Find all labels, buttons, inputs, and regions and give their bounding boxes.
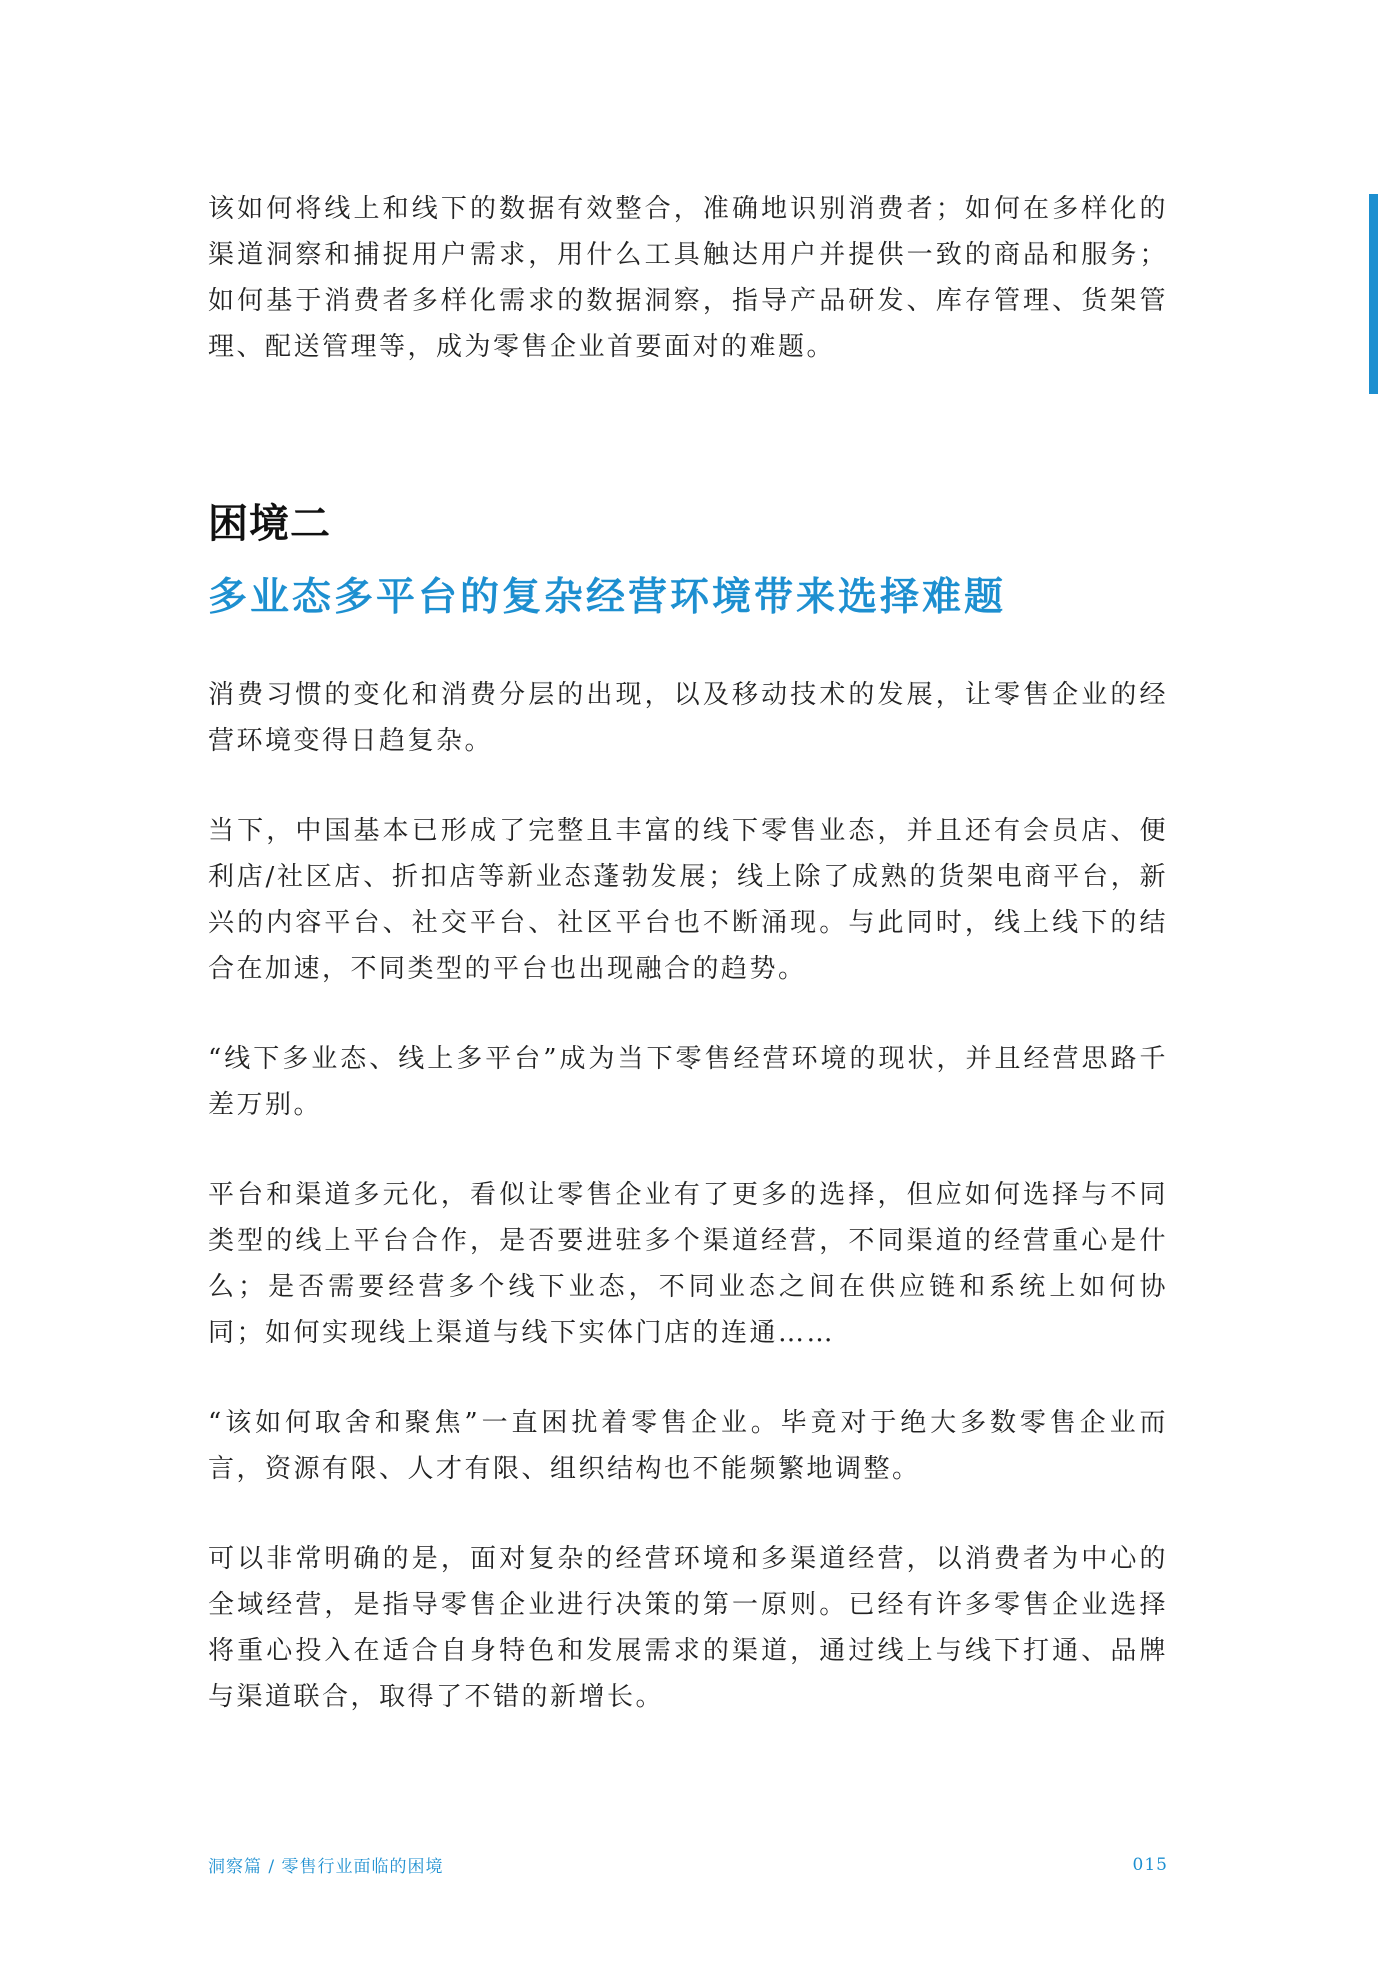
- section-label: 困境二: [208, 500, 331, 547]
- body-paragraph: 平台和渠道多元化，看似让零售企业有了更多的选择，但应如何选择与不同类型的线上平台合作，是否要进驻多个渠道经营，不同渠道的经营重心是什么；是否需要经营多个线下业态，不同业态之间在供应链和系统上如何协同；如何实现线上渠道与线下实体门店的连通……: [208, 1180, 1168, 1348]
- body-paragraph: 消费习惯的变化和消费分层的出现，以及移动技术的发展，让零售企业的经营环境变得日趋复杂。: [208, 680, 1168, 756]
- body-paragraph: 可以非常明确的是，面对复杂的经营环境和多渠道经营，以消费者为中心的全域经营，是指导零售企业进行决策的第一原则。已经有许多零售企业选择将重心投入在适合自身特色和发展需求的渠道，通过线上与线下打通、品牌与渠道联合，取得了不错的新增长。: [208, 1544, 1168, 1712]
- body-paragraph: “线下多业态、线上多平台”成为当下零售经营环境的现状，并且经营思路千差万别。: [208, 1044, 1168, 1120]
- footer-breadcrumb: 洞察篇 / 零售行业面临的困境: [208, 1857, 444, 1877]
- page-number: 015: [1132, 1854, 1168, 1875]
- page-footer: [208, 1852, 1168, 1877]
- intro-paragraph: 该如何将线上和线下的数据有效整合，准确地识别消费者；如何在多样化的渠道洞察和捕捉用户需求，用什么工具触达用户并提供一致的商品和服务；如何基于消费者多样化需求的数据洞察，指导产品研发、库存管理、货架管理、配送管理等，成为零售企业首要面对的难题。: [208, 194, 1168, 362]
- body-paragraph: “该如何取舍和聚焦”一直困扰着零售企业。毕竟对于绝大多数零售企业而言，资源有限、人才有限、组织结构也不能频繁地调整。: [208, 1408, 1168, 1484]
- body-paragraph: 当下，中国基本已形成了完整且丰富的线下零售业态，并且还有会员店、便利店/社区店、折扣店等新业态蓬勃发展；线上除了成熟的货架电商平台，新兴的内容平台、社交平台、社区平台也不断涌现。与此同时，线上线下的结合在加速，不同类型的平台也出现融合的趋势。: [208, 816, 1168, 984]
- page-content: [208, 186, 1168, 1764]
- section-title: 多业态多平台的复杂经营环境带来选择难题: [208, 575, 1007, 620]
- section-header: [208, 498, 1168, 624]
- side-accent-bar: [1369, 194, 1378, 394]
